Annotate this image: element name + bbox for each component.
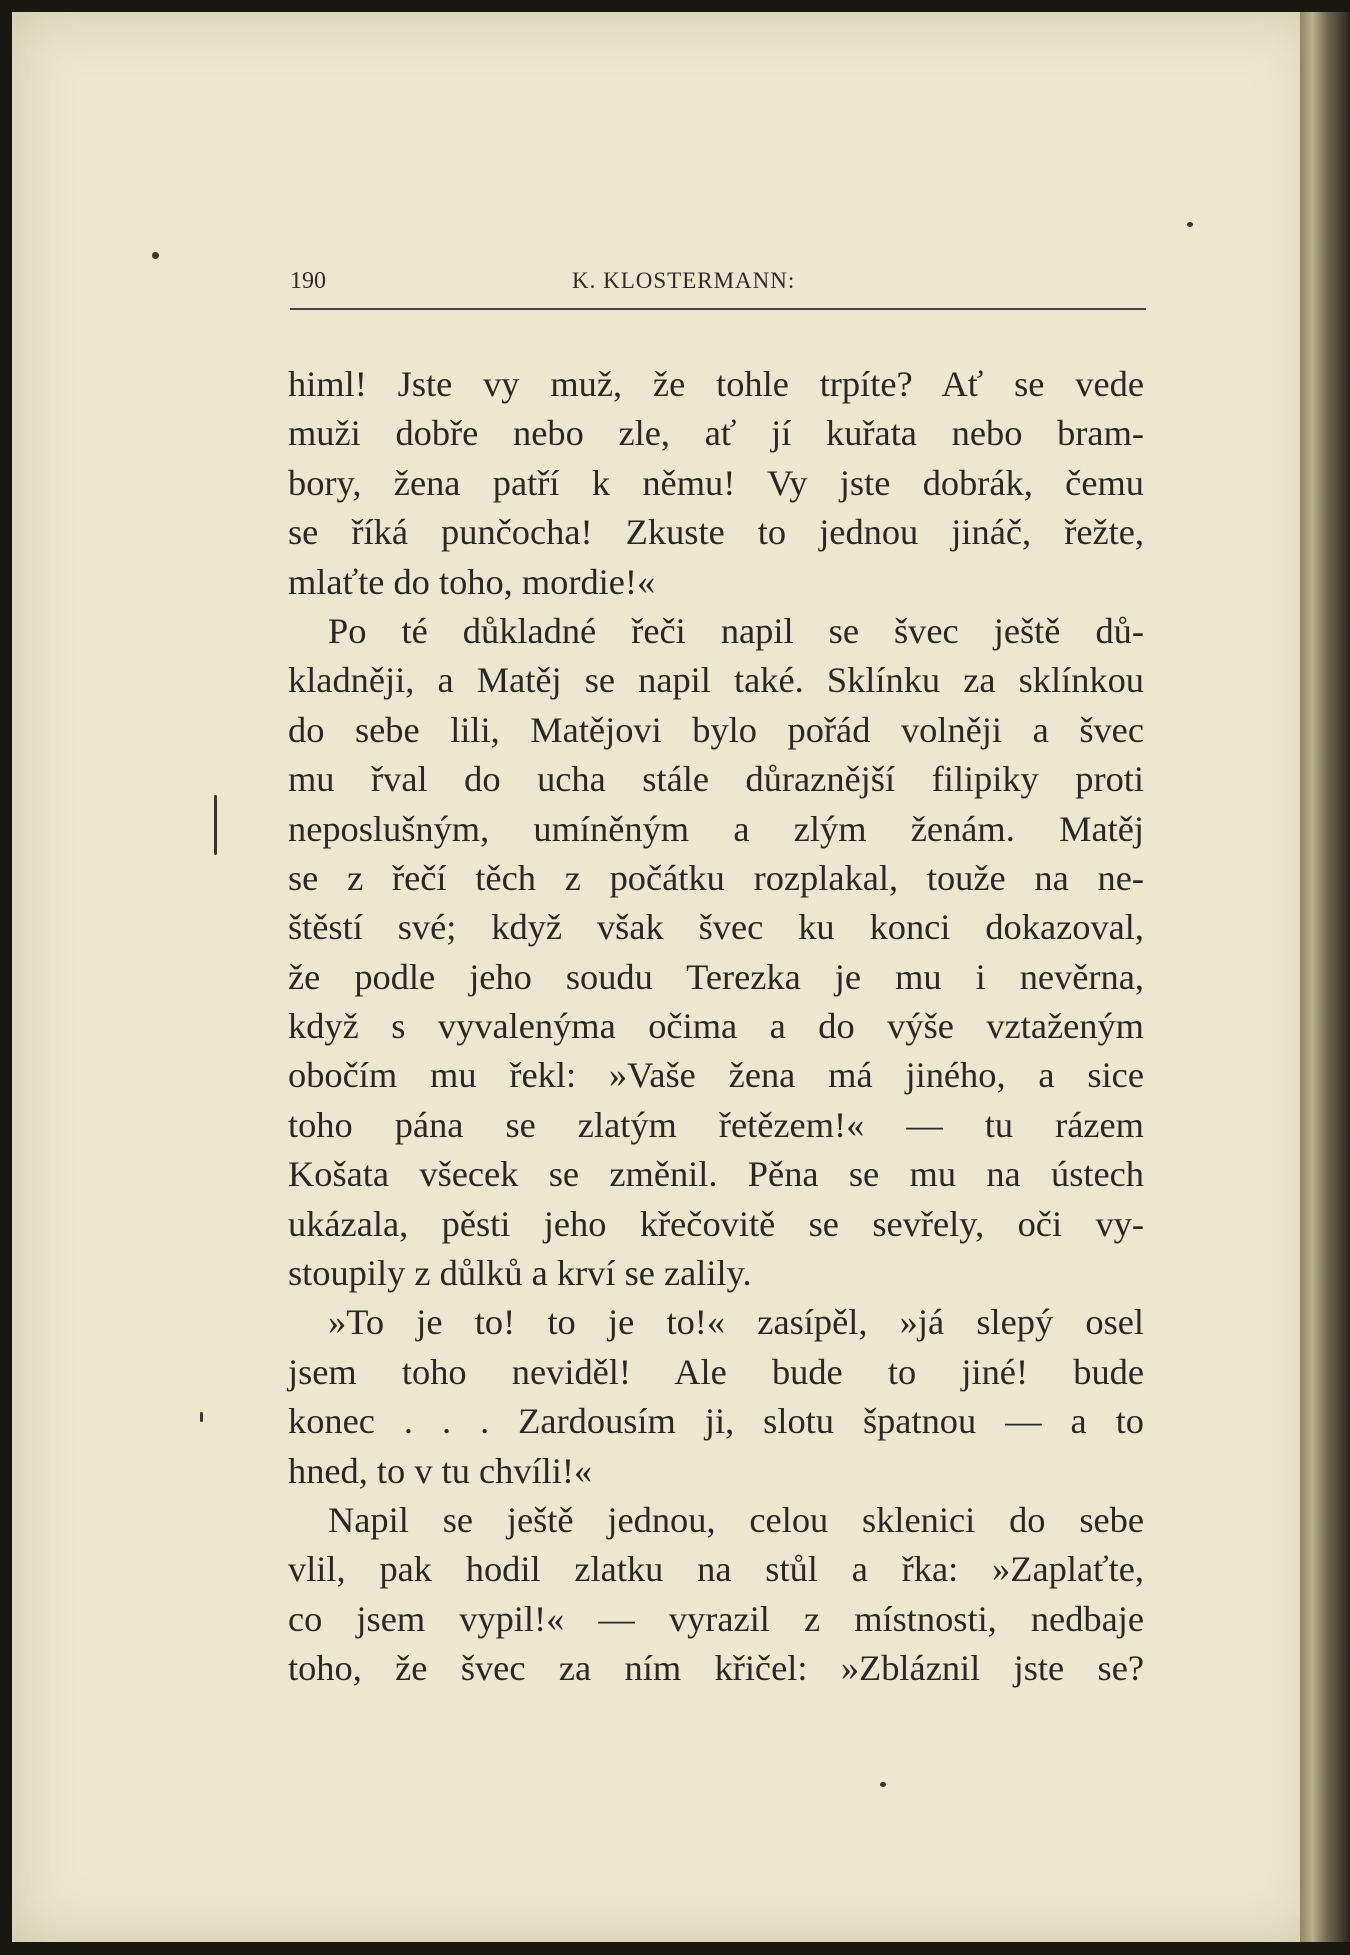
text-line: štěstí své; když však švec ku konci dokazoval, (288, 907, 1144, 948)
text-line: bory, žena patří k němu! Vy jste dobrák, čemu (288, 462, 1144, 503)
paper-speck (200, 1412, 203, 1422)
text-line: kladněji, a Matěj se napil také. Sklínku za sklínkou (288, 660, 1144, 701)
text-line: toho pána se zlatým řetězem!« — tu rázem (288, 1104, 1144, 1145)
text-line: hned, to v tu chvíli!« (288, 1450, 593, 1491)
paper-speck (1187, 222, 1193, 227)
running-head: K. KLOSTERMANN: (572, 268, 796, 293)
text-line: Po té důkladné řeči napil se švec ještě dů- (328, 610, 1144, 651)
text-line: stoupily z důlků a krví se zalily. (288, 1253, 752, 1294)
header-rule (290, 308, 1146, 310)
text-line: se říká punčocha! Zkuste to jednou jináč, řežte, (288, 512, 1144, 553)
paper-speck (152, 252, 159, 259)
paper-speck (880, 1782, 886, 1787)
text-line: konec . . . Zardousím ji, slotu špatnou — a to (288, 1401, 1144, 1442)
text-line: co jsem vypil!« — vyrazil z místnosti, nedbaje (288, 1598, 1144, 1639)
text-line: když s vyvalenýma očima a do výše vztaženým (288, 1006, 1144, 1047)
text-line: do sebe lili, Matějovi bylo pořád volněji a švec (288, 709, 1144, 750)
text-line: mu řval do ucha stále důraznější filipiky proti (288, 759, 1144, 800)
page-edge (1300, 12, 1350, 1942)
text-line: obočím mu řekl: »Vaše žena má jiného, a sice (288, 1055, 1144, 1096)
paper-speck (214, 795, 217, 855)
text-line: toho, že švec za ním křičel: »Zbláznil jste se? (288, 1648, 1144, 1689)
text-line: himl! Jste vy muž, že tohle trpíte? Ať se vede (288, 364, 1144, 404)
text-line: se z řečí těch z počátku rozplakal, touže na ne- (288, 857, 1144, 898)
text-line: muži dobře nebo zle, ať jí kuřata nebo bram- (288, 413, 1144, 454)
text-line: že podle jeho soudu Terezka je mu i nevěrna, (288, 956, 1144, 997)
text-line: Napil se ještě jednou, celou sklenici do sebe (328, 1499, 1144, 1540)
text-line: neposlušným, umíněným a zlým ženám. Matěj (288, 808, 1144, 849)
text-line: ukázala, pěsti jeho křečovitě se sevřely, oči vy- (288, 1203, 1144, 1244)
text-line: jsem toho neviděl! Ale bude to jiné! bude (288, 1351, 1144, 1392)
text-line: Košata všecek se změnil. Pěna se mu na ústech (288, 1154, 1144, 1195)
body-text (288, 360, 1144, 1694)
text-line: »To je to! to je to!« zasípěl, »já slepý osel (328, 1302, 1144, 1343)
page-number: 190 (290, 268, 326, 294)
text-line: mlaťte do toho, mordie!« (288, 561, 656, 602)
text-line: vlil, pak hodil zlatku na stůl a řka: »Zaplaťte, (288, 1549, 1144, 1590)
